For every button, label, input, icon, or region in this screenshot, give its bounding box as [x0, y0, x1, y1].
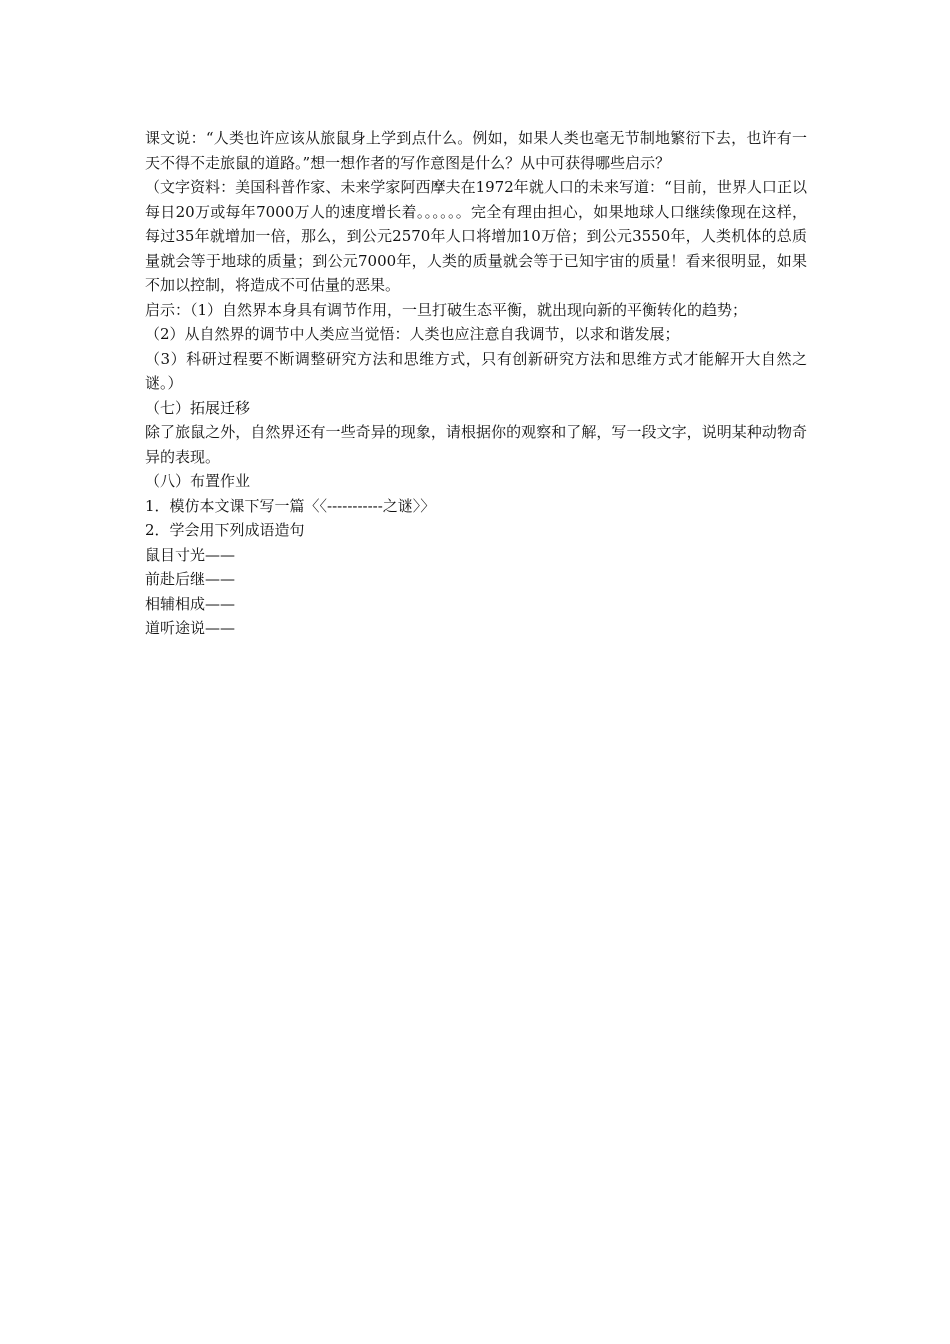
reference-material-paragraph: （文字资料：美国科普作家、未来学家阿西摩夫在1972年就人口的未来写道：“目前，世界人口正以每日20万或每年7000万人的速度增长着。。。。。。完全有理由担心，如果地球人口继续像现在这样，每过35年就增加一倍，那么，到公元2570年人口将增加10万倍；到公元3550年，人类机体的总质量就会等于地球的质量；到公元7000年，人类的质量就会等于已知宇宙的质量！看来很明显，如果不加以控制，将造成不可估量的恶果。 — [145, 178, 807, 294]
homework-item-1: 1．模仿本文课下写一篇〈〈-----------之谜〉〉 — [145, 496, 436, 515]
question-paragraph: 课文说：“人类也许应该从旅鼠身上学到点什么。例如，如果人类也毫无节制地繁衍下去，也许有一天不得不走旅鼠的道路。”想一想作者的写作意图是什么？从中可获得哪些启示？ — [145, 129, 807, 172]
idiom-line-2: 前赴后继—— — [145, 570, 236, 588]
insight-item-3: （3）科研过程要不断调整研究方法和思维方式，只有创新研究方法和思维方式才能解开大自然之谜。） — [145, 349, 807, 392]
homework-item-2: 2．学会用下列成语造句 — [145, 521, 305, 539]
insight-item-2: （2）从自然界的调节中人类应当觉悟：人类也应注意自我调节，以求和谐发展； — [145, 325, 680, 343]
section-heading-extension: （七）拓展迁移 — [145, 398, 251, 417]
idiom-line-3: 相辅相成—— — [145, 594, 236, 613]
extension-task-paragraph: 除了旅鼠之外，自然界还有一些奇异的现象，请根据你的观察和了解，写一段文字，说明某种动物奇异的表现。 — [145, 423, 807, 466]
idiom-line-4: 道听途说—— — [145, 619, 236, 637]
insight-item-1: 启示：（1）自然界本身具有调节作用，一旦打破生态平衡，就出现向新的平衡转化的趋势； — [145, 300, 748, 319]
document-body — [145, 126, 807, 641]
idiom-line-1: 鼠目寸光—— — [145, 545, 236, 564]
section-heading-homework: （八）布置作业 — [145, 472, 251, 490]
